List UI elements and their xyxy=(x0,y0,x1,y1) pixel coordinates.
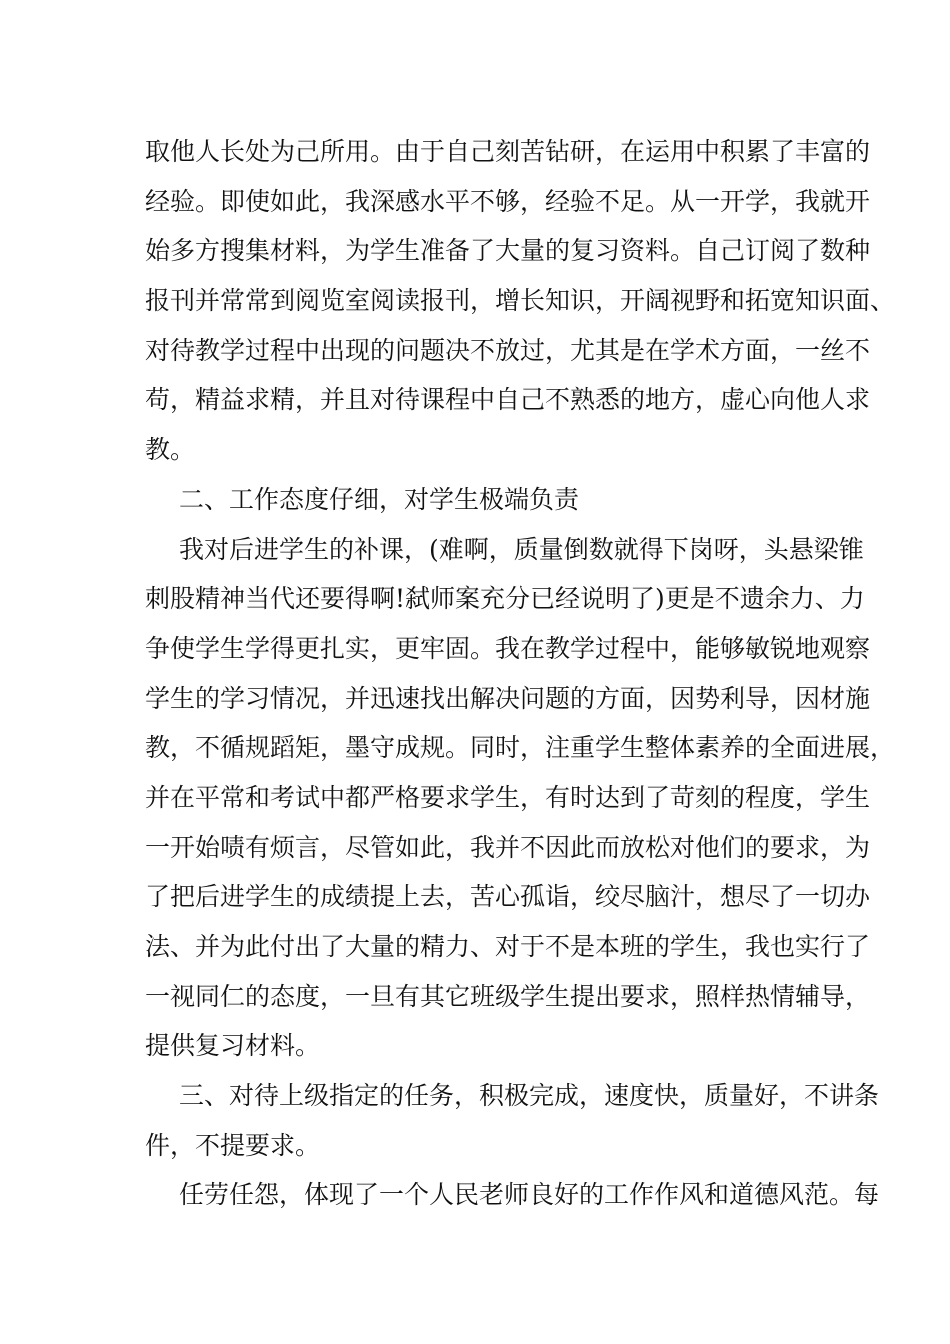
section-heading: 三、对待上级指定的任务，积极完成，速度快，质量好，不讲条 xyxy=(179,1081,880,1111)
text-line: 报刊并常常到阅览室阅读报刊，增长知识，开阔视野和拓宽知识面、 xyxy=(145,286,896,316)
text-line: 法、并为此付出了大量的精力、对于不是本班的学生，我也实行了 xyxy=(145,932,871,961)
text-line: 苟，精益求精，并且对待课程中自己不熟悉的地方，虚心向他人求 xyxy=(145,385,871,415)
text-line: 提供复习材料。 xyxy=(145,1031,321,1061)
text-line: 一视同仁的态度，一旦有其它班级学生提出要求，照样热情辅导， xyxy=(145,981,871,1011)
document-body xyxy=(145,127,896,1220)
text-line: 争使学生学得更扎实，更牢固。我在教学过程中，能够敏锐地观察 xyxy=(145,633,871,663)
text-line: 经验。即使如此，我深感水平不够，经验不足。从一开学，我就开 xyxy=(145,186,871,216)
text-line: 一开始啧有烦言，尽管如此，我并不因此而放松对他们的要求，为 xyxy=(145,832,871,862)
text-line: 刺股精神当代还要得啊!弑师案充分已经说明了)更是不遗余力、力 xyxy=(145,584,865,614)
text-line: 并在平常和考试中都严格要求学生，有时达到了苛刻的程度，学生 xyxy=(145,782,871,812)
text-line: 教。 xyxy=(145,435,196,465)
text-line: 了把后进学生的成绩提上去，苦心孤诣，绞尽脑汁，想尽了一切办 xyxy=(145,882,871,912)
text-line: 取他人长处为己所用。由于自己刻苦钻研，在运用中积累了丰富的 xyxy=(145,137,871,166)
text-line: 任劳任怨，体现了一个人民老师良好的工作作风和道德风范。每 xyxy=(179,1180,880,1210)
section-heading: 二、工作态度仔细，对学生极端负责 xyxy=(179,484,580,514)
text-line: 教，不循规蹈矩，墨守成规。同时，注重学生整体素养的全面进展， xyxy=(145,733,896,763)
text-line: 始多方搜集材料，为学生准备了大量的复习资料。自己订阅了数种 xyxy=(145,236,871,266)
text-line: 学生的学习情况，并迅速找出解决问题的方面，因势利导，因材施 xyxy=(145,683,871,713)
text-line: 我对后进学生的补课，(难啊，质量倒数就得下岗呀，头悬梁锥 xyxy=(179,534,864,564)
text-line: 对待教学过程中出现的问题决不放过，尤其是在学术方面，一丝不 xyxy=(145,335,871,365)
text-line: 件，不提要求。 xyxy=(145,1130,321,1160)
